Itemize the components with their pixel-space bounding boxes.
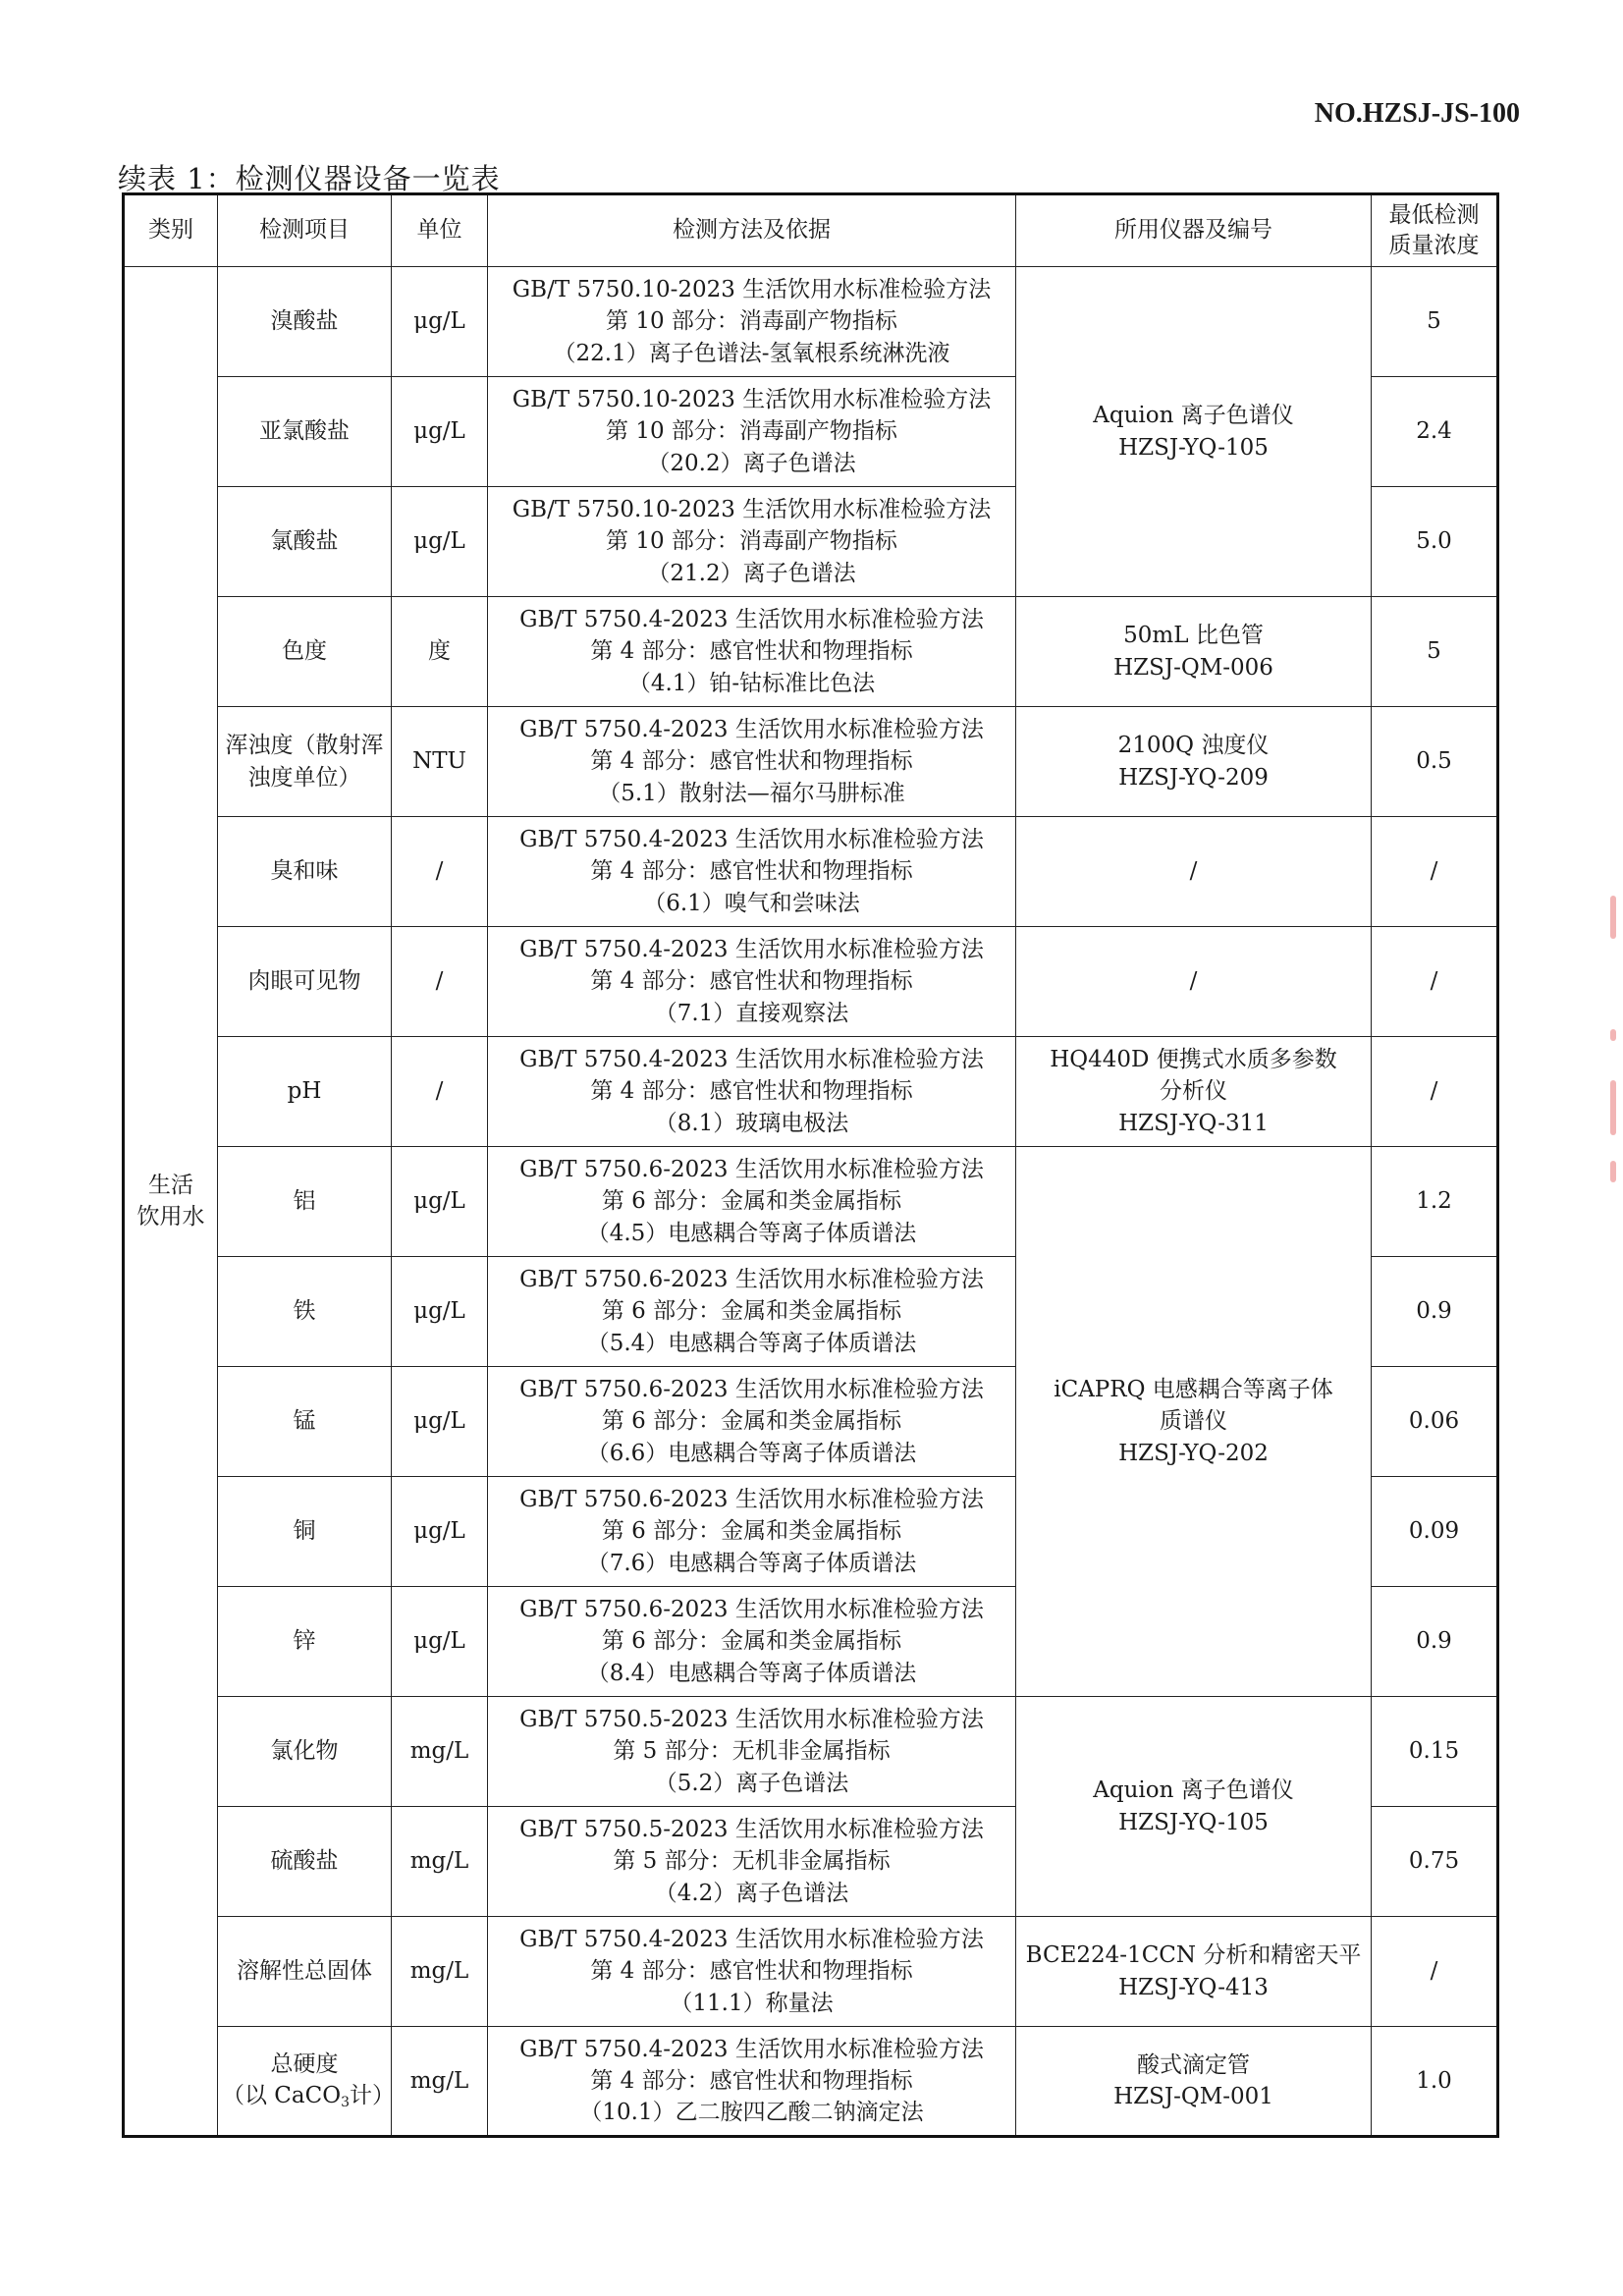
method-part: 第 10 部分：消毒副产物指标 [606, 418, 897, 445]
unit-cell: / [392, 1037, 488, 1147]
method-cell [488, 707, 1016, 817]
instrument-cell [1016, 267, 1372, 597]
method-clause: （5.2）离子色谱法 [654, 1770, 849, 1796]
instrument-cell [1016, 597, 1372, 707]
table-header-row [124, 194, 1498, 267]
instrument-cell: / [1016, 817, 1372, 927]
method-clause: （8.4）电感耦合等离子体质谱法 [586, 1660, 917, 1686]
category-line2: 饮用水 [136, 1204, 205, 1230]
instrument-name: 2100Q 浊度仪 [1117, 733, 1270, 759]
method-standard: GB/T 5750.10-2023 生活饮用水标准检验方法 [512, 497, 992, 523]
instrument-name-cont: 分析仪 [1160, 1078, 1227, 1105]
limit-cell: 0.9 [1372, 1257, 1498, 1367]
method-standard: GB/T 5750.4-2023 生活饮用水标准检验方法 [519, 2036, 984, 2062]
method-part: 第 6 部分：金属和类金属指标 [601, 1628, 902, 1655]
limit-cell: 0.06 [1372, 1367, 1498, 1477]
instrument-cell [1016, 707, 1372, 817]
unit-cell: μg/L [392, 1257, 488, 1367]
method-standard: GB/T 5750.5-2023 生活饮用水标准检验方法 [519, 1707, 984, 1733]
method-clause: （4.1）铂-钴标准比色法 [627, 670, 876, 696]
method-cell [488, 1917, 1016, 2027]
unit-cell: NTU [392, 707, 488, 817]
document-number: NO.HZSJ-JS-100 [1314, 98, 1520, 129]
item-cell: 氯酸盐 [218, 487, 392, 597]
instrument-id: HZSJ-YQ-209 [1118, 764, 1269, 791]
method-standard: GB/T 5750.6-2023 生活饮用水标准检验方法 [519, 1597, 984, 1623]
item-line1: 浑浊度（散射浑 [225, 733, 384, 759]
method-part: 第 6 部分：金属和类金属指标 [601, 1188, 902, 1215]
unit-cell: μg/L [392, 1477, 488, 1587]
limit-cell: / [1372, 817, 1498, 927]
method-clause: （6.6）电感耦合等离子体质谱法 [586, 1440, 917, 1466]
category-line1: 生活 [148, 1172, 193, 1198]
method-part: 第 4 部分：感官性状和物理指标 [590, 1078, 913, 1105]
table-row [124, 597, 1498, 707]
method-standard: GB/T 5750.6-2023 生活饮用水标准检验方法 [519, 1377, 984, 1403]
unit-cell: μg/L [392, 487, 488, 597]
method-cell [488, 1477, 1016, 1587]
item-cell: 铁 [218, 1257, 392, 1367]
method-cell [488, 817, 1016, 927]
table-row [124, 707, 1498, 817]
unit-cell: mg/L [392, 2027, 488, 2137]
seal-mark [1610, 1161, 1616, 1182]
method-part: 第 6 部分：金属和类金属指标 [601, 1518, 902, 1545]
method-clause: （5.1）散射法—福尔马肼标准 [598, 780, 905, 806]
method-cell [488, 2027, 1016, 2137]
instrument-id: HZSJ-YQ-202 [1118, 1440, 1269, 1466]
method-clause: （22.1）离子色谱法-氢氧根系统淋洗液 [553, 340, 950, 366]
method-standard: GB/T 5750.10-2023 生活饮用水标准检验方法 [512, 387, 992, 413]
method-cell [488, 1807, 1016, 1917]
instrument-name: HQ440D 便携式水质多参数 [1050, 1047, 1337, 1073]
table-row [124, 1037, 1498, 1147]
instrument-name: Aquion 离子色谱仪 [1093, 1777, 1294, 1804]
item-cell: 硫酸盐 [218, 1807, 392, 1917]
limit-cell: 1.2 [1372, 1147, 1498, 1257]
method-part: 第 4 部分：感官性状和物理指标 [590, 1958, 913, 1985]
limit-cell: 2.4 [1372, 377, 1498, 487]
limit-cell: 5 [1372, 267, 1498, 377]
instrument-name: 酸式滴定管 [1137, 2051, 1250, 2078]
instrument-id: HZSJ-QM-001 [1113, 2084, 1273, 2109]
instrument-id: HZSJ-QM-006 [1113, 654, 1273, 681]
instrument-cell [1016, 1917, 1372, 2027]
method-clause: （6.1）嗅气和尝味法 [643, 890, 860, 916]
instrument-id: HZSJ-YQ-413 [1118, 1974, 1269, 2000]
unit-cell: μg/L [392, 267, 488, 377]
method-part: 第 4 部分：感官性状和物理指标 [590, 968, 913, 995]
method-clause: （4.5）电感耦合等离子体质谱法 [586, 1220, 917, 1246]
method-standard: GB/T 5750.4-2023 生活饮用水标准检验方法 [519, 717, 984, 743]
method-part: 第 6 部分：金属和类金属指标 [601, 1408, 902, 1435]
limit-cell: 5 [1372, 597, 1498, 707]
method-cell [488, 377, 1016, 487]
item-line1: 总硬度 [270, 2051, 339, 2078]
method-standard: GB/T 5750.4-2023 生活饮用水标准检验方法 [519, 607, 984, 633]
col-header-min-conc-line2: 质量浓度 [1388, 233, 1480, 258]
method-part: 第 5 部分：无机非金属指标 [613, 1848, 891, 1875]
instrument-name: Aquion 离子色谱仪 [1093, 403, 1294, 429]
instrument-cell [1016, 2027, 1372, 2137]
col-header-min-conc-line1: 最低检测 [1388, 201, 1480, 228]
item-line2-post: 计） [350, 2083, 395, 2109]
limit-cell: / [1372, 1917, 1498, 2027]
method-cell [488, 1367, 1016, 1477]
limit-cell: 0.9 [1372, 1587, 1498, 1697]
unit-cell: μg/L [392, 1587, 488, 1697]
unit-cell: / [392, 817, 488, 927]
seal-mark [1610, 1080, 1616, 1135]
instrument-name-cont: 质谱仪 [1160, 1408, 1227, 1435]
method-cell [488, 1257, 1016, 1367]
method-clause: （21.2）离子色谱法 [647, 560, 856, 586]
limit-cell: 5.0 [1372, 487, 1498, 597]
method-part: 第 4 部分：感官性状和物理指标 [590, 638, 913, 665]
item-cell: 铜 [218, 1477, 392, 1587]
item-cell: 溴酸盐 [218, 267, 392, 377]
unit-cell: mg/L [392, 1807, 488, 1917]
unit-cell: μg/L [392, 1147, 488, 1257]
method-cell [488, 1697, 1016, 1807]
item-line2: 浊度单位） [247, 764, 361, 791]
instrument-name: 50mL 比色管 [1123, 623, 1264, 649]
method-cell [488, 267, 1016, 377]
instrument-id: HZSJ-YQ-105 [1118, 434, 1269, 461]
item-line2-sub: 3 [341, 2095, 350, 2111]
method-cell [488, 927, 1016, 1037]
item-line2-pre: （以 CaCO [222, 2083, 342, 2109]
unit-cell: 度 [392, 597, 488, 707]
method-standard: GB/T 5750.10-2023 生活饮用水标准检验方法 [512, 277, 992, 303]
table-row [124, 267, 1498, 377]
col-header-item: 检测项目 [218, 194, 392, 267]
method-part: 第 4 部分：感官性状和物理指标 [590, 2067, 913, 2094]
unit-cell: mg/L [392, 1697, 488, 1807]
item-cell [218, 707, 392, 817]
unit-cell: μg/L [392, 1367, 488, 1477]
instrument-cell: / [1016, 927, 1372, 1037]
instrument-name: iCAPRQ 电感耦合等离子体 [1054, 1377, 1333, 1403]
method-part: 第 4 部分：感官性状和物理指标 [590, 858, 913, 885]
method-clause: （8.1）玻璃电极法 [654, 1110, 849, 1136]
limit-cell: / [1372, 1037, 1498, 1147]
method-standard: GB/T 5750.6-2023 生活饮用水标准检验方法 [519, 1267, 984, 1293]
item-cell: 铝 [218, 1147, 392, 1257]
table-row [124, 2027, 1498, 2137]
method-cell [488, 487, 1016, 597]
method-cell [488, 1147, 1016, 1257]
method-standard: GB/T 5750.4-2023 生活饮用水标准检验方法 [519, 1927, 984, 1953]
method-clause: （20.2）离子色谱法 [647, 450, 856, 476]
table-row [124, 1147, 1498, 1257]
method-cell [488, 1587, 1016, 1697]
instrument-id: HZSJ-YQ-105 [1118, 1809, 1269, 1835]
item-cell [218, 2027, 395, 2137]
instrument-id: HZSJ-YQ-311 [1118, 1110, 1269, 1136]
limit-cell: 0.09 [1372, 1477, 1498, 1587]
method-standard: GB/T 5750.6-2023 生活饮用水标准检验方法 [519, 1157, 984, 1183]
limit-cell: 1.0 [1372, 2027, 1498, 2137]
method-clause: （11.1）称量法 [670, 1990, 834, 2016]
table-row [124, 1917, 1498, 2027]
method-standard: GB/T 5750.6-2023 生活饮用水标准检验方法 [519, 1487, 984, 1513]
limit-cell: 0.75 [1372, 1807, 1498, 1917]
item-cell: 色度 [218, 597, 392, 707]
category-cell [124, 267, 218, 2137]
method-part: 第 4 部分：感官性状和物理指标 [590, 748, 913, 775]
table-caption: 续表 1：检测仪器设备一览表 [118, 162, 501, 195]
item-cell: pH [218, 1037, 392, 1147]
unit-cell: / [392, 927, 488, 1037]
method-cell [488, 1037, 1016, 1147]
limit-cell: 0.5 [1372, 707, 1498, 817]
col-header-method: 检测方法及依据 [488, 194, 1016, 267]
unit-cell: μg/L [392, 377, 488, 487]
col-header-min-conc [1372, 194, 1498, 267]
method-standard: GB/T 5750.4-2023 生活饮用水标准检验方法 [519, 1047, 984, 1073]
table-row [124, 817, 1498, 927]
method-clause: （10.1）乙二胺四乙酸二钠滴定法 [579, 2100, 924, 2126]
method-standard: GB/T 5750.4-2023 生活饮用水标准检验方法 [519, 937, 984, 963]
method-standard: GB/T 5750.4-2023 生活饮用水标准检验方法 [519, 827, 984, 853]
item-cell: 锌 [218, 1587, 392, 1697]
col-header-unit: 单位 [392, 194, 488, 267]
method-part: 第 5 部分：无机非金属指标 [613, 1738, 891, 1765]
seal-mark [1610, 896, 1616, 939]
method-clause: （7.1）直接观察法 [654, 1000, 849, 1026]
method-clause: （4.2）离子色谱法 [654, 1880, 849, 1906]
table-row [124, 1697, 1498, 1807]
method-clause: （7.6）电感耦合等离子体质谱法 [586, 1550, 917, 1576]
unit-cell: mg/L [392, 1917, 488, 2027]
item-cell: 溶解性总固体 [218, 1917, 392, 2027]
item-cell: 氯化物 [218, 1697, 392, 1807]
method-part: 第 10 部分：消毒副产物指标 [606, 528, 897, 555]
table-row [124, 927, 1498, 1037]
method-clause: （5.4）电感耦合等离子体质谱法 [586, 1330, 917, 1356]
item-cell: 肉眼可见物 [218, 927, 392, 1037]
instrument-cell [1016, 1147, 1372, 1697]
method-part: 第 10 部分：消毒副产物指标 [606, 308, 897, 335]
col-header-category: 类别 [124, 194, 218, 267]
method-standard: GB/T 5750.5-2023 生活饮用水标准检验方法 [519, 1817, 984, 1843]
col-header-instrument: 所用仪器及编号 [1016, 194, 1372, 267]
item-cell: 亚氯酸盐 [218, 377, 392, 487]
limit-cell: 0.15 [1372, 1697, 1498, 1807]
seal-mark [1610, 1029, 1616, 1041]
instrument-cell [1016, 1697, 1372, 1917]
instrument-table [122, 192, 1499, 2138]
instrument-name: BCE224-1CCN 分析和精密天平 [1025, 1942, 1362, 1969]
instrument-cell [1016, 1037, 1372, 1147]
item-line2 [222, 2080, 395, 2113]
method-cell [488, 597, 1016, 707]
method-part: 第 6 部分：金属和类金属指标 [601, 1298, 902, 1325]
limit-cell: / [1372, 927, 1498, 1037]
item-cell: 臭和味 [218, 817, 392, 927]
item-cell: 锰 [218, 1367, 392, 1477]
